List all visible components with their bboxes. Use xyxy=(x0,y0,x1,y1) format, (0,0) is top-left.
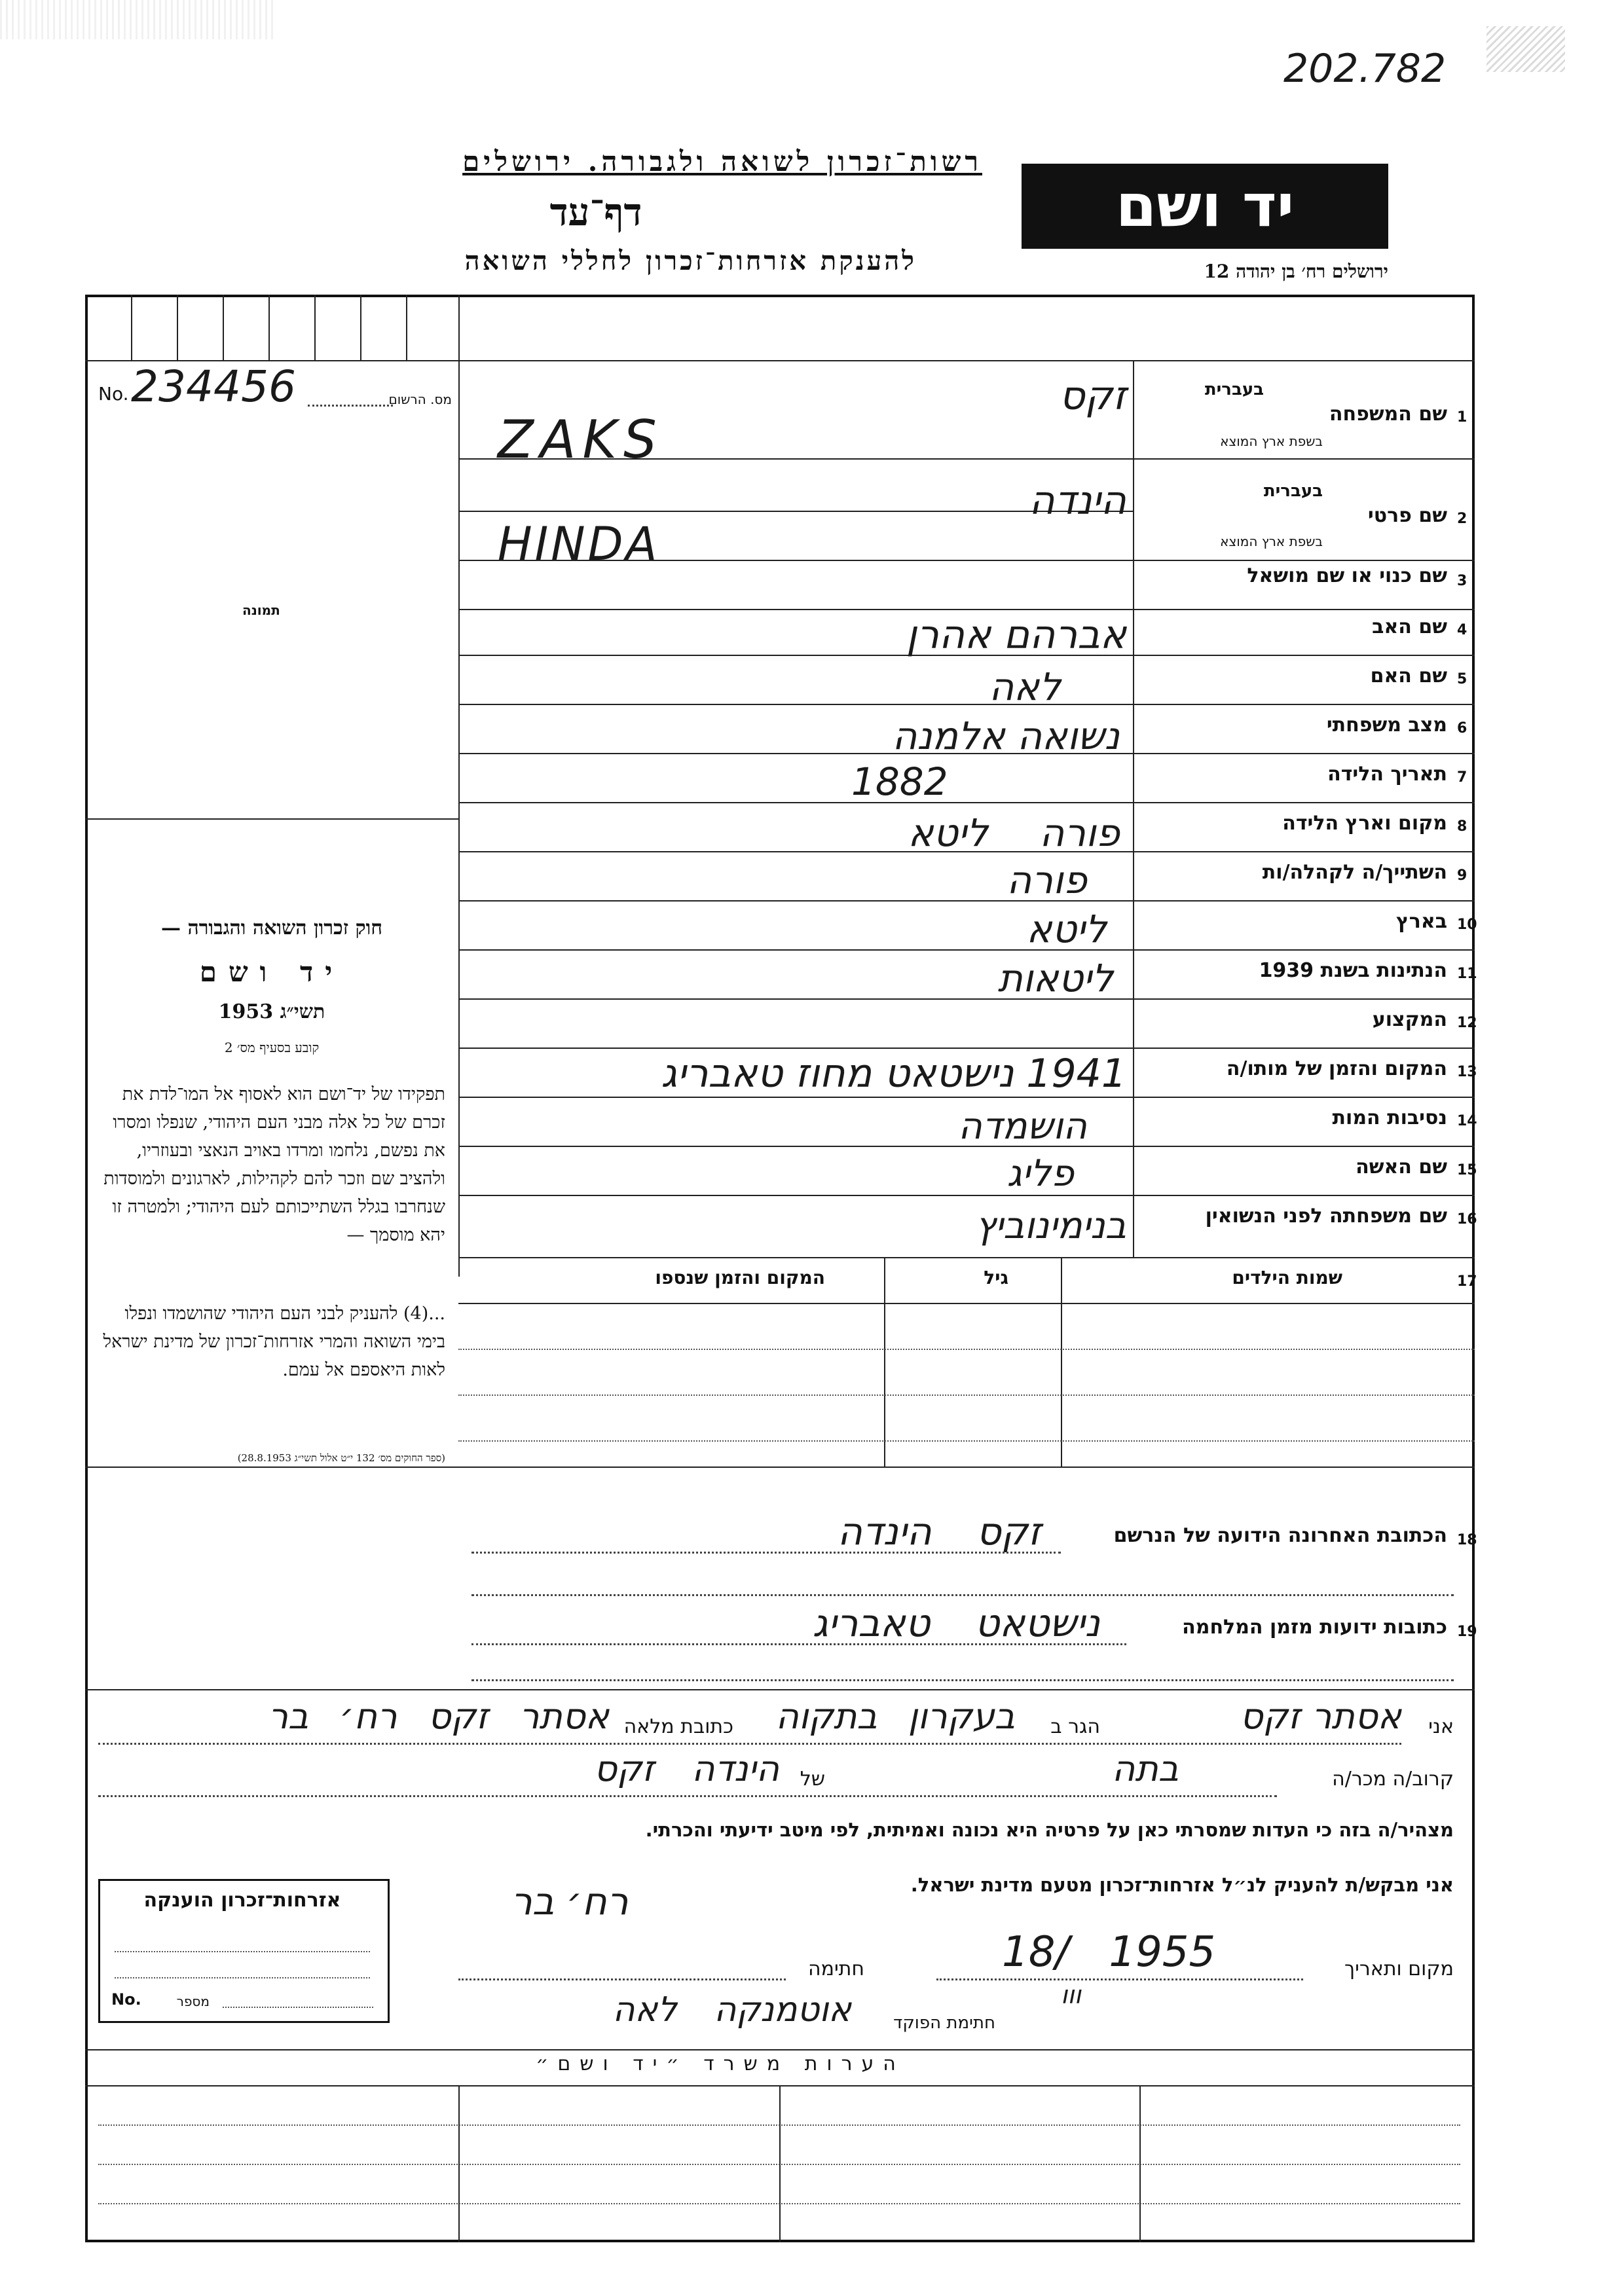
office-notes-title: הערות משרד ״יד ושם״ xyxy=(536,2052,905,2075)
field-number: 9 xyxy=(1457,867,1467,884)
dotted-line xyxy=(98,1795,1277,1797)
photo-label: תמונה xyxy=(242,602,280,618)
surname-origin: ZAKS xyxy=(498,409,663,470)
dotted-line xyxy=(98,2124,1460,2126)
law-paragraph-1: תפקידו של יד־ושם הוא לאסוף אל המו־לדת את זכרם של כל אלה מבני העם היהודי, שנפלו ומסרו את נפשם, נלחמו ומרדו באויב הנאצי ובעוזריו, ולהציב שם וזכר להם לקהילות, לארגונים ולמוסדות שנחרבו בגלל השתייכותם לעם היהודי; ולמטרה זו יהא מוסמך — xyxy=(103,1084,445,1245)
table-row xyxy=(458,1349,1475,1350)
dotted-line xyxy=(115,1977,370,1978)
law-reference: (ספר החוקים מס׳ 132 י״ט אלול תשי״ג 28.8.1953) xyxy=(237,1452,445,1464)
divider xyxy=(85,818,458,820)
field-label: שם האב xyxy=(1372,615,1447,638)
field-label: הנתינות בשנת 1939 xyxy=(1259,959,1447,982)
first-name-hebrew: הינדה xyxy=(1029,478,1126,524)
field-label: שם משפחתה לפני הנשואין xyxy=(1205,1205,1447,1228)
maiden-name: בנימינוביץ xyxy=(975,1205,1126,1247)
decl-relation-value: בתה xyxy=(1112,1748,1179,1789)
field-label: נסיבות המות xyxy=(1332,1106,1447,1129)
dotted-line xyxy=(223,2007,373,2008)
field-label: בארץ xyxy=(1395,910,1447,933)
place-date-label: מקום ותאריך xyxy=(1344,1958,1454,1980)
law-clause-ref: קובע בסעיף מס׳ 2 xyxy=(224,1040,320,1055)
field-label: המקצוע xyxy=(1372,1008,1447,1031)
citizenship-box-title: אזרחות־זכרון הוענקה xyxy=(143,1889,341,1912)
field-label: השתייך/ה לקהלה/ות xyxy=(1262,861,1447,884)
wife-name: פליג xyxy=(1006,1152,1074,1195)
decl-of-value: הינדה זקס xyxy=(594,1748,779,1789)
law-name: יד ושם xyxy=(199,956,344,988)
registration-label: מס. הרשום xyxy=(388,392,452,407)
birth-date: 1882 xyxy=(851,759,948,804)
decl-resides-value: בעקרון בתקוה xyxy=(775,1696,1015,1737)
dotted-line xyxy=(98,2203,1460,2204)
in-hebrew-label: בעברית xyxy=(1263,481,1323,501)
divider xyxy=(458,1097,1475,1098)
scan-smudge xyxy=(0,0,275,39)
divider xyxy=(85,1689,1475,1690)
officer-signature: אוטמנקה לאה xyxy=(612,1990,851,2030)
mother-name: לאה xyxy=(989,665,1061,709)
dotted-line xyxy=(98,2164,1460,2165)
field-number: 7 xyxy=(1457,769,1467,786)
decl-relation-label: קרוב/ה מכר/ה xyxy=(1332,1768,1454,1791)
field-number: 17 xyxy=(1457,1273,1477,1290)
divider xyxy=(884,1257,885,1467)
field-number: 11 xyxy=(1457,966,1477,982)
dotted-line xyxy=(98,1743,1401,1745)
declarant-signature: רח׳ בר xyxy=(511,1879,629,1923)
in-hebrew-label: בעברית xyxy=(1204,380,1264,399)
death-circumstances: הושמדה xyxy=(958,1105,1087,1148)
form-subtitle: להענקת אזרחות־זכרון לחללי השואה xyxy=(464,246,917,276)
table-row xyxy=(458,1440,1475,1442)
divider xyxy=(1061,1257,1062,1467)
field-label: הכתובת האחרונה הידועה של הנרשם xyxy=(1113,1524,1447,1547)
wartime-addresses: נישטאט טאבריג xyxy=(812,1601,1100,1645)
field-number: 15 xyxy=(1457,1162,1477,1178)
field-number: 18 xyxy=(1457,1532,1477,1548)
scan-smudge xyxy=(1486,26,1565,72)
handwritten-ref: 202.782 xyxy=(1283,46,1447,92)
col-age: גיל xyxy=(984,1267,1008,1288)
field-number: 16 xyxy=(1457,1211,1477,1228)
decl-full-address-label: כתובת מלאה xyxy=(623,1715,733,1738)
field-number: 1 xyxy=(1457,409,1467,426)
field-number: 8 xyxy=(1457,818,1467,835)
decl-full-address-value: אסתר זקס רח׳ בר xyxy=(268,1696,609,1737)
field-label: שם כנוי או שם מושאל xyxy=(1247,564,1447,587)
country: ליטא xyxy=(1026,907,1107,951)
dotted-line xyxy=(471,1594,1454,1596)
father-name: אברהם אהרן xyxy=(906,612,1126,658)
field-label: שם האם xyxy=(1370,665,1447,687)
dotted-line xyxy=(471,1643,1126,1645)
law-title: חוק זכרון השואה והגבורה — xyxy=(161,917,382,939)
digit-box-divider xyxy=(314,295,316,360)
divider xyxy=(85,1467,1475,1468)
field-label: מצב משפחתי xyxy=(1326,714,1447,737)
digit-box-divider xyxy=(360,295,361,360)
community: פורה xyxy=(1006,858,1087,902)
field-number: 10 xyxy=(1457,917,1477,933)
in-origin-label: בשפת ארץ המוצא xyxy=(1220,433,1323,449)
officer-signature-label: חתימת הפוקד xyxy=(893,2013,995,2033)
field-label: שם האשה xyxy=(1356,1156,1447,1178)
field-number: 12 xyxy=(1457,1015,1477,1031)
dotted-line xyxy=(115,1951,370,1952)
surname-hebrew: זקס xyxy=(1059,373,1126,419)
decl-of-label: של xyxy=(800,1768,825,1791)
law-year: תשי״ג 1953 xyxy=(218,1000,325,1023)
declarant-name: אסתר זקס xyxy=(1240,1696,1401,1737)
date-month: ווו xyxy=(1061,1980,1082,2009)
divider xyxy=(458,295,460,1277)
field-label: שם פרטי xyxy=(1367,504,1447,527)
divider xyxy=(458,609,1475,610)
dotted-line xyxy=(471,1679,1454,1681)
field-label: שם המשפחה xyxy=(1329,403,1447,426)
field-label: תאריך הלידה xyxy=(1327,763,1447,786)
nationality-1939: ליטאות xyxy=(997,956,1113,1000)
field-number: 13 xyxy=(1457,1064,1477,1080)
divider xyxy=(458,1257,1475,1258)
registration-number: 234456 xyxy=(131,361,296,412)
place-date-value: 18/ 1955 xyxy=(1002,1928,1216,1977)
decl-statement-2: אני מבקש/ת להעניק לנ״ל אזרחות־זכרון מטעם מדינת ישראל. xyxy=(910,1874,1454,1896)
divider xyxy=(458,1303,1475,1304)
divider xyxy=(1133,360,1134,1257)
death-place-time: 1941 נישטאט מחוז טאבריג xyxy=(661,1051,1126,1097)
decl-statement-1: מצהיר/ה בזה כי העדות שמסרתי כאן על פרטיה היא נכונה ואמיתית, לפי מיטב ידיעתי והכרתי. xyxy=(645,1819,1454,1841)
address: ירושלים רח׳ בן יהודה 12 xyxy=(1204,261,1388,282)
authority-title: רשות־זכרון לשואה ולגבורה. ירושלים xyxy=(462,145,982,177)
field-number: 4 xyxy=(1457,622,1467,638)
divider xyxy=(458,1195,1475,1196)
divider xyxy=(85,2049,1475,2050)
marital-status: נשואה אלמנה xyxy=(892,714,1120,758)
divider xyxy=(458,802,1475,803)
digit-box-divider xyxy=(131,295,132,360)
dotted-line xyxy=(458,1978,786,1980)
field-number: 6 xyxy=(1457,720,1467,737)
digit-box-divider xyxy=(223,295,224,360)
logo-text: יד ושם xyxy=(1115,172,1295,240)
field-number: 19 xyxy=(1457,1624,1477,1640)
birth-place: פורה ליטא xyxy=(908,811,1120,855)
digit-box-divider xyxy=(268,295,270,360)
dotted-line xyxy=(471,1552,1061,1554)
dotted-line xyxy=(308,405,393,407)
registration-no-prefix: No. xyxy=(98,383,129,405)
digit-box-divider xyxy=(406,295,407,360)
field-number: 2 xyxy=(1457,511,1467,527)
first-name-origin: HINDA xyxy=(498,517,660,571)
in-origin-label: בשפת ארץ המוצא xyxy=(1220,534,1323,549)
field-label: מקום וארץ הלידה xyxy=(1282,812,1447,835)
field-number: 14 xyxy=(1457,1113,1477,1129)
divider xyxy=(458,1048,1475,1049)
digit-box-divider xyxy=(177,295,178,360)
field-label: כתובות ידועות מזמן המלחמה xyxy=(1182,1616,1447,1639)
decl-i-label: אני xyxy=(1428,1715,1454,1738)
field-label: המקום והזמן של מותו/ה xyxy=(1226,1057,1447,1080)
col-children-names: שמות הילדים xyxy=(1232,1267,1342,1288)
table-row xyxy=(458,1394,1475,1396)
law-paragraph-2: ...(4) להעניק לבני העם היהודי שהושמדו ונפלו בימי השואה והמרי אזרחות־זכרון של מדינת ישראל לאות היאספם אל עמם. xyxy=(103,1303,445,1380)
citizenship-number-label: מספר xyxy=(176,1994,210,2009)
dotted-line xyxy=(936,1978,1303,1980)
field-number: 3 xyxy=(1457,573,1467,589)
citizenship-no-label: No. xyxy=(111,1990,141,2009)
last-address: זקס הינדה xyxy=(838,1509,1041,1554)
field-number: 5 xyxy=(1457,671,1467,687)
col-place-time: המקום והזמן שנספו xyxy=(655,1267,825,1288)
decl-resides-label: הגר ב xyxy=(1050,1715,1100,1738)
form-title: דף־עד xyxy=(549,190,642,234)
signature-label: חתימה xyxy=(807,1958,864,1980)
